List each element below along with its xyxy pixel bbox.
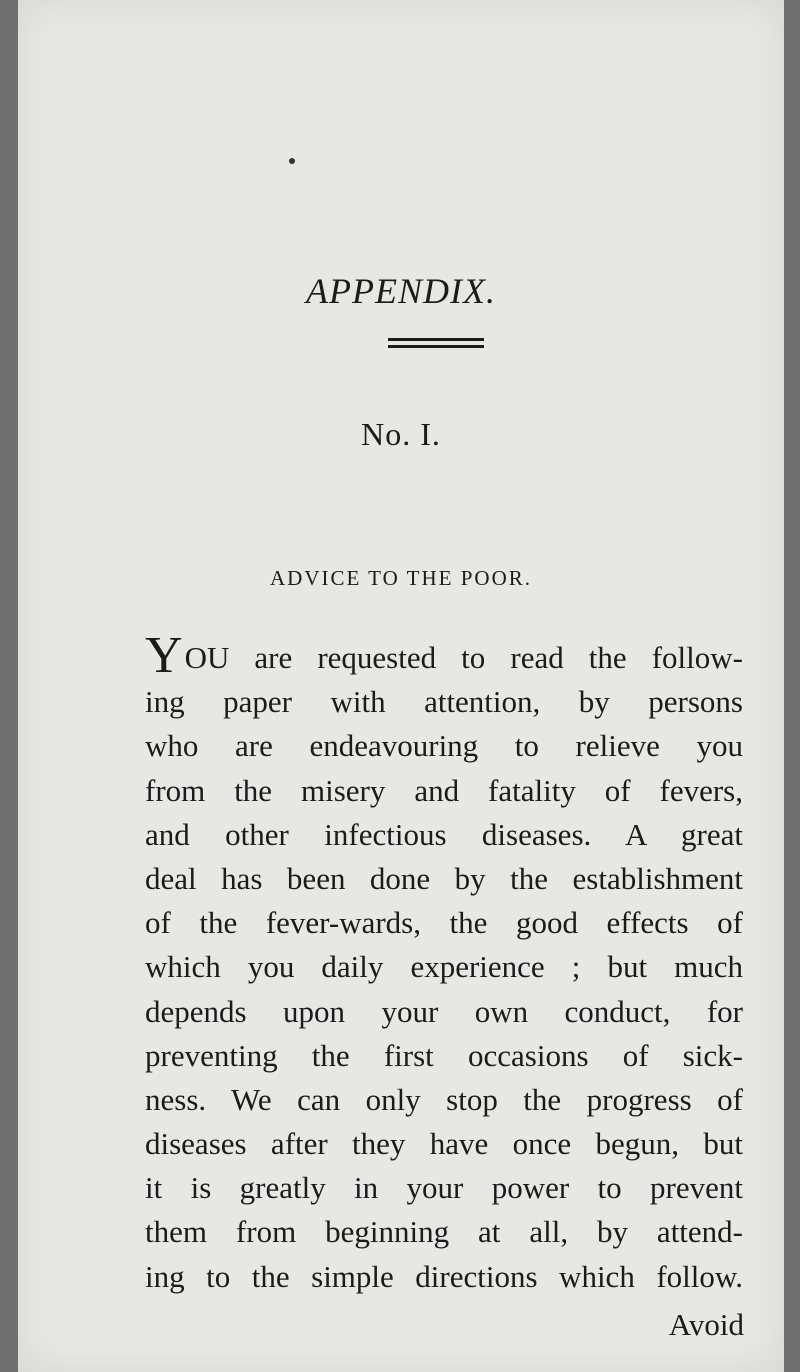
text-line-content: OU are requested to read the follow- [184, 640, 743, 675]
text-line: from the misery and fatality of fevers, [145, 772, 743, 808]
ink-dot [289, 158, 295, 164]
catchword: Avoid [668, 1307, 744, 1342]
double-rule-bottom [388, 345, 484, 348]
text-line: of the fever-wards, the good effects of [145, 905, 743, 941]
text-line: deal has been done by the establishment [145, 860, 743, 896]
text-line: ing to the simple directions which follow. [145, 1258, 743, 1294]
double-rule-top [388, 338, 484, 341]
drop-cap: Y [145, 627, 183, 684]
section-subheading: ADVICE TO THE POOR. [269, 566, 533, 590]
body-paragraph [145, 627, 743, 1299]
text-line: which you daily experience ; but much [145, 949, 743, 985]
text-line: them from beginning at all, by attend- [145, 1214, 743, 1250]
page-title: APPENDIX. [306, 271, 496, 311]
text-line: diseases after they have once begun, but [145, 1126, 743, 1162]
text-line: it is greatly in your power to prevent [145, 1170, 743, 1206]
section-number: No. I. [361, 416, 441, 452]
text-line: who are endeavouring to relieve you [145, 728, 743, 764]
text-line: preventing the first occasions of sick- [145, 1037, 743, 1073]
text-line: and other infectious diseases. A great [145, 816, 743, 852]
text-line [145, 627, 743, 684]
text-line: depends upon your own conduct, for [145, 993, 743, 1029]
text-line: ing paper with attention, by persons [145, 684, 743, 720]
text-line: ness. We can only stop the progress of [145, 1081, 743, 1117]
